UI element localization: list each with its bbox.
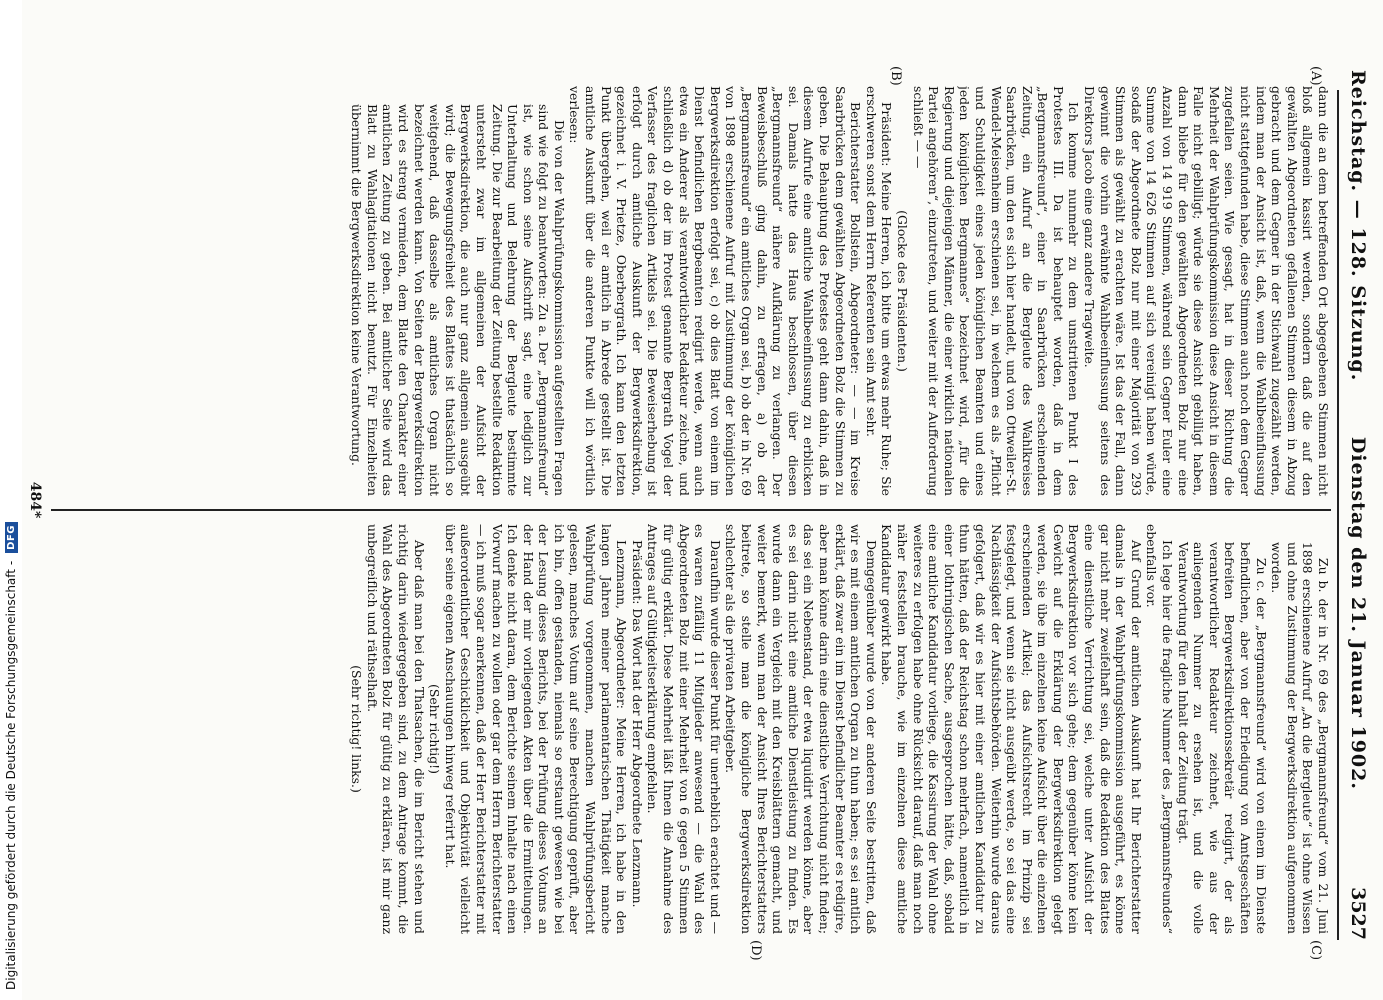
- paragraph: Daraufhin wurde dieser Punkt für unerheblich erachtet und — es waren zufällig 11 Mitglieder anwesend — die Wahl des Abgeordneten Bolz mit einer Mehrheit von 6 gegen 5 Stimmen für gültig erklärt. Diese Mehrheit läßt Ihnen die Annahme des Antrages auf Gültigkeitserklärung empfehlen.: [645, 524, 723, 934]
- interjection: (Sehr richtig!): [427, 684, 443, 774]
- paragraph: Präsident: Meine Herren, ich bitte um etwas mehr Ruhe; Sie erschweren sonst dem Herrn Referenten sein Amt sehr.: [863, 86, 895, 496]
- dfg-logo-icon: DFG: [5, 522, 18, 553]
- margin-sigle-d: (D): [748, 940, 763, 961]
- quoted-paragraph: Zu b. der in Nr. 69 des „Bergmannsfreund“ vom 21. Juni 1898 erschienene Aufruf „An die Bergleute“ ist ohne Wissen und ohne Zustimmung der Bergwerksdirektion aufgenommen worden.: [1269, 542, 1331, 934]
- margin-sigle-c: (C): [1308, 940, 1323, 961]
- page-number: 3527: [1347, 887, 1369, 940]
- digitization-note-strip: [0, 0, 22, 1000]
- header-left: Reichstag. — 128. Sitzung.: [1347, 70, 1369, 382]
- paragraph: Ich lege hier die fragliche Nummer des „Bergmannsfreundes“ ebenfalls vor.: [1144, 524, 1176, 934]
- column-divider: [51, 509, 1331, 511]
- paragraph: dann die an dem betreffenden Ort abgegebenen Stimmen nicht bloß allgemein kassirt werden, sondern daß die auf den gewählten Abgeordneten gefallenen Stimmen diesem in Abzug gebracht und dem Gegner in der Stichwahl zugezählt werden, indem man der Ansicht ist, daß, wenn die Wahlbeeinflussung nicht stattgefunden habe, diese Stimmen auch noch dem Gegner zugefallen seien. Wie gesagt, hat in dieser Richtung die Mehrheit der Wahlprüfungskommission diese Ansicht in diesem Falle nicht gebilligt; würde sie diese Ansicht gebilligt haben, dann bliebe für den gewählten Abgeordneten Bolz nur eine Anzahl von 14 919 Stimmen, während sein Gegner Euler eine Summe von 14 626 Stimmen auf sich vereinigt haben würde, sodaß der Abgeordnete Bolz nur mit einer Majorität von 293 Stimmen als gewählt zu erachten wäre. Ist das der Fall, dann gewinnt die vorhin erwähnte Wahlbeeinflussung seitens des Direktors Jacob eine ganz andere Tragweite.: [1082, 86, 1331, 496]
- paragraph: Ich komme nunmehr zu dem umstrittenen Punkt I des Protestes III. Da ist behauptet worden, daß in dem „Bergmannsfreund“, einer in Saarbrücken erscheinenden Zeitung, ein Aufruf an die Bergleute des Wahlkreises Saarbrücken, um den es sich hier handelt, und von Ottweiler-St. Wendel-Meisenheim erschienen sei, in welchem es als „Pflicht und Schuldigkeit eines jeden königlichen Beamten und eines jeden königlichen Bergmannes“ bezeichnet wird, „für die Regierung und diejenigen Männer, die einer wirklich nationalen Partei angehören“, einzutreten, und weiter mit der Aufforderung schließt — —: [910, 86, 1082, 496]
- margin-sigle-a: (A): [1308, 66, 1323, 86]
- page-signature: 484*: [27, 481, 43, 519]
- margin-sigle-b: (B): [888, 66, 903, 86]
- interjection: (Glocke des Präsidenten.): [894, 210, 910, 372]
- right-column: [41, 524, 1331, 934]
- left-column: [41, 86, 1331, 496]
- paragraph: Lenzmann, Abgeordneter: Meine Herren, ich habe in den langen Jahren meiner parlamentarischen Thätigkeit manche Wahlprüfung vorgenommen, manchen Wahlprüfungsbericht gelesen, manches Votum auf seine Berechtigung geprüft, aber ich bin, offen gestanden, niemals so erstaunt gewesen wie bei der Lesung dieses Berichts, bei der Prüfung dieses Votums an der Hand der mir vorliegenden Akten über die Ermittelungen. Ich denke nicht daran, dem Berichte seinem Inhalte nach einen Vorwurf machen zu wollen oder gar dem Herrn Berichterstatter — ich muß sogar anerkennen, daß der Herr Berichterstatter mit außerordentlicher Geschicklichkeit und Objektivität vielleicht über seine eigenen Anschauungen hinweg referirt hat.: [442, 524, 630, 934]
- paragraph: Berichterstatter Bollstein, Abgeordneter: — — im Kreise Saarbrücken dem gewählten Abgeordneten Bolz die Stimmen zu geben. Die Behauptung des Protestes geht dann dahin, daß in diesem Aufrufe eine amtliche Wahlbeeinflussung zu erblicken sei. Damals hatte das Haus beschlossen, über diesen „Bergmannsfreund“ nähere Aufklärung zu verlangen. Der Beweisbeschluß ging dahin, zu erfragen, a) ob der „Bergmannsfreund“ ein amtliches Organ sei, b) ob der in Nr. 69 von 1898 erschienene Aufruf mit Zustimmung der königlichen Bergwerksdirektion erfolgt sei, c) ob dies Blatt von einem im Dienst befindlichen Bergbeamten redigirt werde, wenn auch etwa ein Anderer als verantwortlicher Redakteur zeichne, und schließlich d) ob der im Protest genannte Bergrath Vogel der Verfasser des fraglichen Artikels sei. Die Beweiserhebung ist erfolgt durch amtliche Auskunft der Bergwerksdirektion, gezeichnet i. V. Prietze, Oberbergrath. Ich kann den letzten Punkt übergehen, weil er amtlich in Abrede gestellt ist. Die amtliche Auskunft über die anderen Punkte will ich wörtlich verlesen:: [567, 86, 864, 496]
- header-date: Dienstag den 21. Januar 1902.: [1347, 436, 1369, 790]
- interjection: (Sehr richtig! links.): [349, 665, 365, 793]
- quoted-paragraph: Zu c. der „Bergmannsfreund“ wird von einem im Dienste befindlichen, aber von der Erledigung von Amtsgeschäften befreiten Bergwerksdirektionssekretär redigirt, der als verantwortlicher Redakteur zeichnet, wie aus der anliegenden Nummer zu ersehen ist, und die volle Verantwortung für den Inhalt der Zeitung trägt.: [1175, 542, 1269, 934]
- paragraph: Auf Grund der amtlichen Auskunft hat Ihr Berichterstatter damals in der Wahlprüfungskommission ausgeführt, es könne gar nicht mehr zweifelhaft sein, daß die Redaktion des Blattes eine dienstliche Verrichtung sei, welche unter Aufsicht der Bergwerksdirektion vor sich gehe; dem gegenüber könne kein Gewicht auf die Erklärung der Bergwerksdirektion gelegt werden, sie übe im einzelnen keine Aufsicht über die einzelnen erscheinenden Artikel; das Aufsichtsrecht im Prinzip sei festgelegt, und wenn sie nicht ausgeübt werde, so sei das eine Nachlässigkeit der Aufsichtsbehörden. Weiterhin wurde daraus gefolgert, daß wir es hier mit einer amtlichen Kandidatur zu thun hätten, daß der Reichstag schon mehrfach, namentlich in einer lothringischen Sache, ausgesprochen hätte, daß, sobald eine amtliche Kandidatur vorliege, die Kassirung der Wahl ohne weiteres zu erfolgen habe ohne Rücksicht darauf, daß man noch näher feststellen brauche, wie im einzelnen diese amtliche Kandidatur gewirkt habe.: [879, 524, 1144, 934]
- paragraph: Aber daß man bei den Thatsachen, die im Bericht stehen und richtig darin wiedergegeben sind, zu dem Antrage kommt, die Wahl des Abgeordneten Bolz für gültig zu erklären, ist mir ganz unbegreiflich und räthselhaft.: [364, 524, 427, 934]
- paragraph: Demgegenüber wurde von der anderen Seite bestritten, daß wir es mit einem amtlichen Organ zu thun haben; es sei amtlich erklärt, daß zwar ein im Dienst befindlicher Beamter es redigire, aber man könne darin eine dienstliche Verrichtung nicht finden; das sei ein Nebenstand, der etwa liquidirt werden könne, aber es sei darin nicht eine amtliche Dienstleistung zu finden. Es wurde dann ein Vergleich mit den Kreisblättern gemacht, und weiter bemerkt, wenn man der Ansicht Ihres Berichterstatters beitrete, so stelle man die königliche Bergwerksdirektion schlechter als die privaten Arbeitgeber.: [723, 524, 879, 934]
- digitization-note: Digitalisierung gefördert durch die Deutsche Forschungsgemeinschaft -: [4, 560, 18, 990]
- running-header: [1341, 70, 1375, 940]
- paragraph: Präsident: Das Wort hat der Herr Abgeordnete Lenzmann.: [629, 540, 645, 908]
- quoted-paragraph: Die von der Wahlprüfungskommission aufgestellten Fragen sind wie folgt zu beantworten: Zu a. Der „Bergmannsfreund“ ist, wie schon seine Aufschrift sagt, eine lediglich zur Unterhaltung und Belehrung der Bergleute bestimmte Zeitung. Die zur Bearbeitung der Zeitung bestellte Redaktion untersteht zwar im allgemeinen der Aufsicht der Bergwerksdirektion, die auch nur ganz allgemein ausgeübt wird; die Bewegungsfreiheit des Blattes ist thatsächlich so weitgehend, daß dasselbe als amtliches Organ nicht bezeichnet werden kann. Von Seiten der Bergwerksdirektion wird es streng vermieden, dem Blatte den Charakter einer amtlichen Zeitung zu geben. Bei amtlicher Seite wird das Blatt zu Wahlagitationen nicht benutzt. Für Einzelheiten übernimmt die Bergwerksdirektion keine Verantwortung.: [349, 104, 567, 496]
- header-rule: [1337, 90, 1339, 940]
